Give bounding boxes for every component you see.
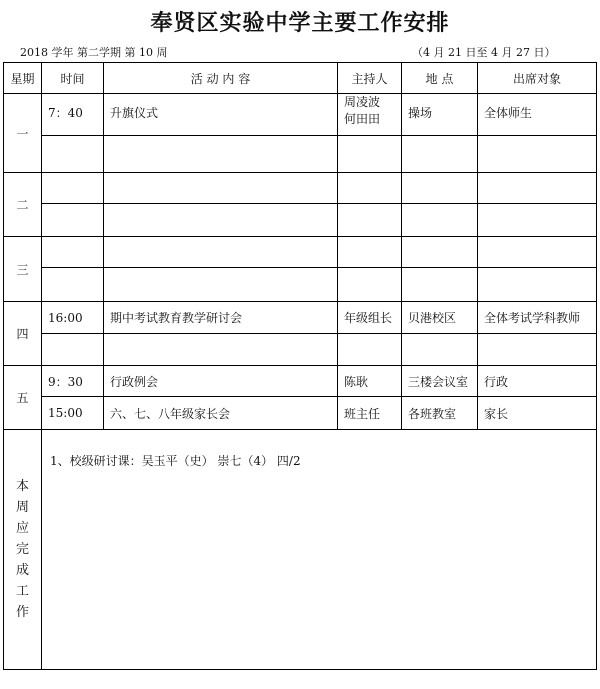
- weekly-tasks-label-cell: [4, 430, 42, 670]
- schedule-table: [3, 62, 597, 670]
- host-cell: 班主任: [338, 397, 402, 430]
- col-activity: 活 动 内 容: [104, 63, 338, 94]
- activity-cell: [104, 237, 338, 268]
- col-host: 主持人: [338, 63, 402, 94]
- date-range-label: （4 月 21 日至 4 月 27 日）: [412, 46, 556, 59]
- place-cell: 三楼会议室: [402, 366, 478, 397]
- audience-cell: [478, 268, 597, 302]
- table-row: [4, 302, 597, 334]
- weekday-label: 二: [4, 173, 42, 237]
- audience-cell: 全体师生: [478, 94, 597, 136]
- time-cell: [42, 237, 104, 268]
- host-cell: [338, 268, 402, 302]
- host-cell: [338, 334, 402, 366]
- table-row: [4, 94, 597, 136]
- place-cell: [402, 268, 478, 302]
- audience-cell: 家长: [478, 397, 597, 430]
- term-week-label: 2018 学年 第二学期 第 10 周: [20, 46, 168, 59]
- table-row: [4, 173, 597, 204]
- audience-cell: [478, 136, 597, 173]
- place-cell: [402, 136, 478, 173]
- activity-cell: 期中考试教育教学研讨会: [104, 302, 338, 334]
- weekday-label: 三: [4, 237, 42, 302]
- table-row: [4, 204, 597, 237]
- col-place: 地 点: [402, 63, 478, 94]
- time-cell: [42, 268, 104, 302]
- audience-cell: 全体考试学科教师: [478, 302, 597, 334]
- host-cell: [338, 136, 402, 173]
- weekly-tasks-row: [4, 430, 597, 670]
- activity-cell: 行政例会: [104, 366, 338, 397]
- host-cell: 年级组长: [338, 302, 402, 334]
- place-cell: [402, 173, 478, 204]
- activity-cell: [104, 268, 338, 302]
- table-row: [4, 334, 597, 366]
- weekly-tasks-label: 本周应完成工作: [15, 479, 29, 620]
- audience-cell: [478, 334, 597, 366]
- activity-cell: [104, 136, 338, 173]
- time-cell: 16:00: [42, 302, 104, 334]
- table-row: [4, 136, 597, 173]
- col-audience: 出席对象: [478, 63, 597, 94]
- place-cell: [402, 334, 478, 366]
- time-cell: 15:00: [42, 397, 104, 430]
- host-cell: [338, 237, 402, 268]
- table-row: [4, 397, 597, 430]
- place-cell: 操场: [402, 94, 478, 136]
- time-cell: [42, 136, 104, 173]
- header-row: [4, 63, 597, 94]
- audience-cell: [478, 173, 597, 204]
- weekly-tasks-content: [42, 430, 597, 670]
- place-cell: 各班教室: [402, 397, 478, 430]
- col-weekday: 星期: [4, 63, 42, 94]
- host-cell: [338, 204, 402, 237]
- table-row: [4, 237, 597, 268]
- activity-cell: [104, 204, 338, 237]
- audience-cell: [478, 237, 597, 268]
- time-cell: [42, 334, 104, 366]
- table-row: [4, 268, 597, 302]
- audience-cell: 行政: [478, 366, 597, 397]
- activity-cell: 六、七、八年级家长会: [104, 397, 338, 430]
- time-cell: [42, 204, 104, 237]
- place-cell: [402, 237, 478, 268]
- task-item: 1、校级研讨课：吴玉平（史） 崇七（4） 四/2: [50, 454, 301, 468]
- host-cell: 陈耿: [338, 366, 402, 397]
- audience-cell: [478, 204, 597, 237]
- weekday-label: 一: [4, 94, 42, 173]
- activity-cell: 升旗仪式: [104, 94, 338, 136]
- host-cell: 周凌波 何田田: [338, 94, 402, 136]
- activity-cell: [104, 173, 338, 204]
- col-time: 时间: [42, 63, 104, 94]
- weekday-label: 四: [4, 302, 42, 366]
- table-row: [4, 366, 597, 397]
- time-cell: 9：30: [42, 366, 104, 397]
- place-cell: 贝港校区: [402, 302, 478, 334]
- place-cell: [402, 204, 478, 237]
- time-cell: 7：40: [42, 94, 104, 136]
- host-cell: [338, 173, 402, 204]
- weekday-label: 五: [4, 366, 42, 430]
- time-cell: [42, 173, 104, 204]
- activity-cell: [104, 334, 338, 366]
- document-title: 奉贤区实验中学主要工作安排: [150, 10, 450, 36]
